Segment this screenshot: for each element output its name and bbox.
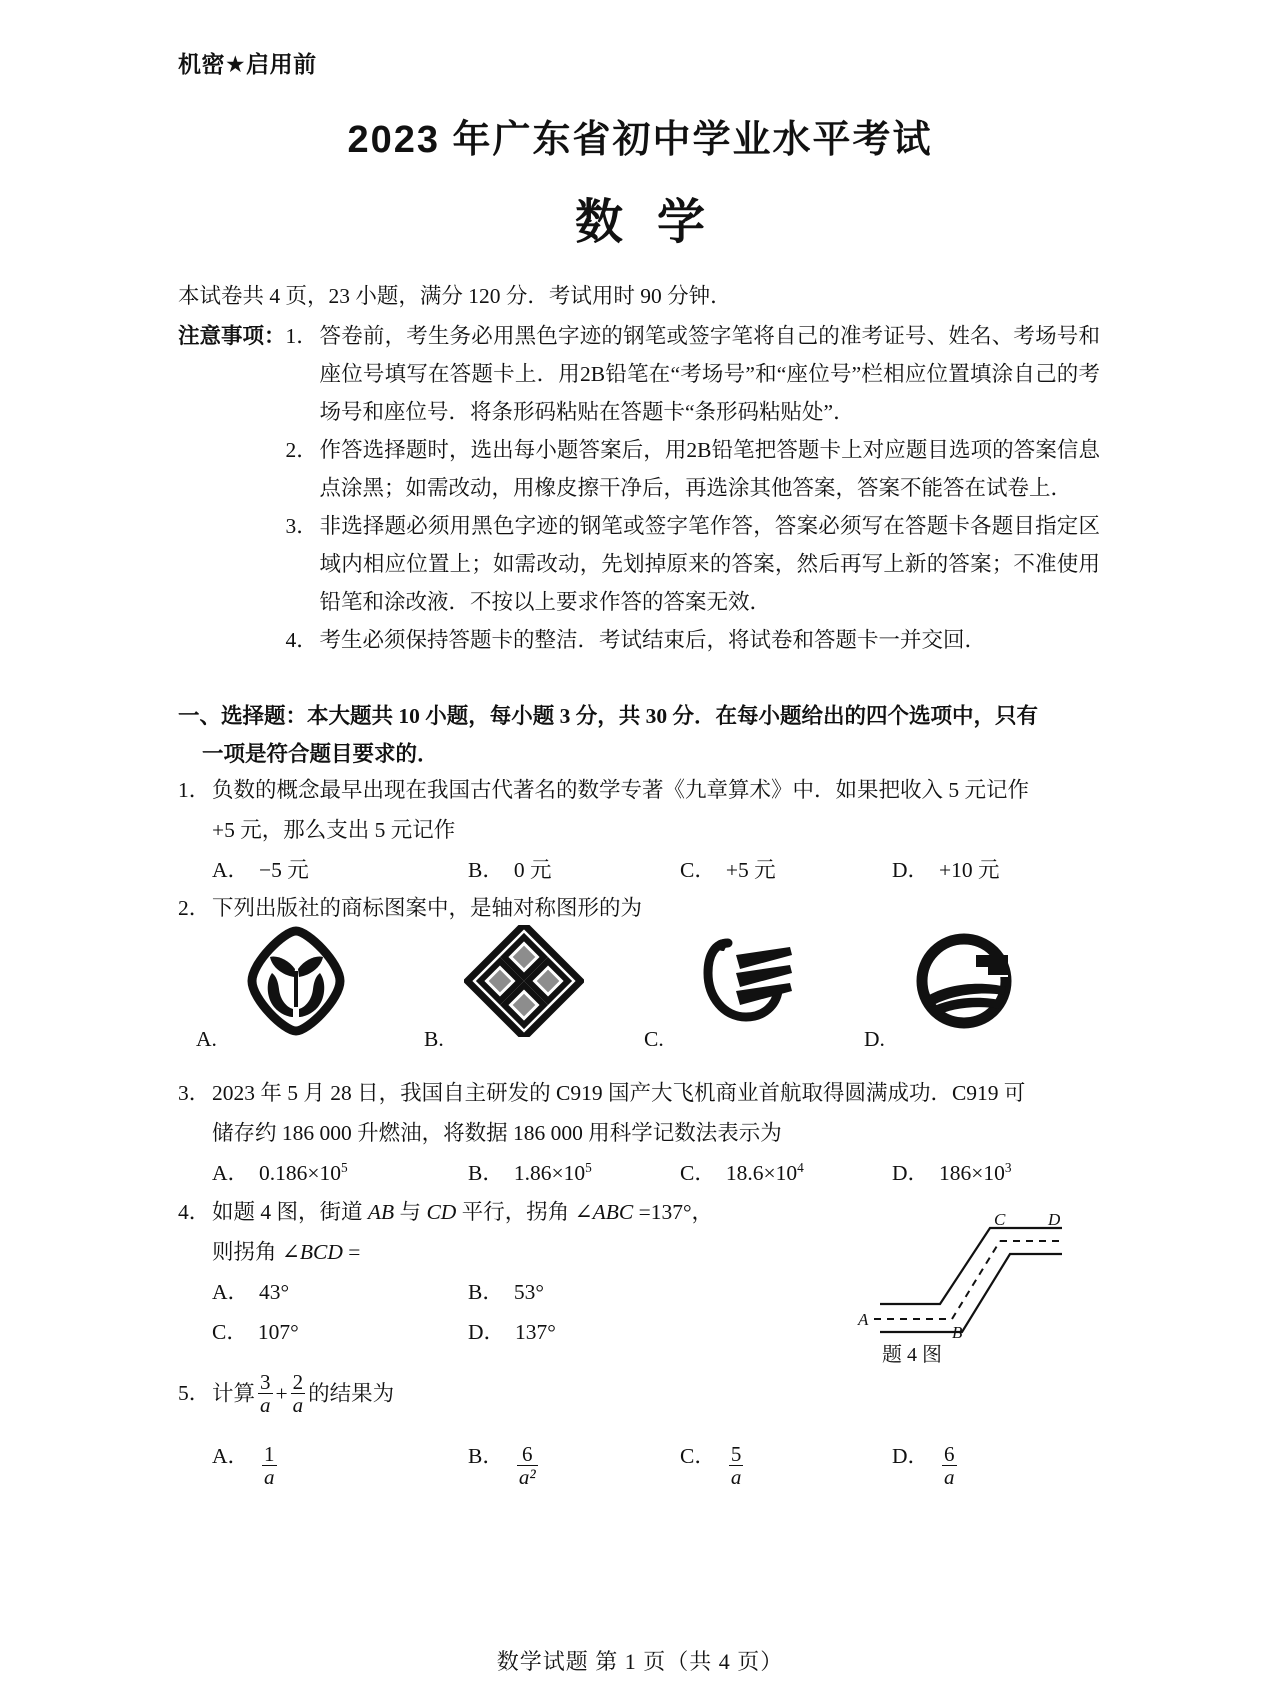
street-angle-diagram [762, 1192, 1062, 1342]
option-c-key: C． [680, 1444, 716, 1469]
note-number: 2． [285, 438, 318, 462]
question-1 [178, 770, 1100, 890]
option-c-key: C． [212, 1320, 248, 1344]
question-2-number: 2． [178, 896, 211, 920]
confidential-notice: 机密★启用前 [178, 51, 317, 77]
question-2-stem [178, 888, 1100, 928]
notes-section [178, 317, 1100, 659]
note-number: 3． [285, 514, 318, 538]
question-5-number: 5． [178, 1381, 211, 1405]
option-d-value: +10 元 [939, 858, 1000, 882]
paper-summary: 本试卷共 4 页，23 小题，满分 120 分．考试用时 90 分钟． [178, 284, 732, 308]
question-1-options [178, 850, 1100, 890]
note-item [286, 431, 1100, 507]
question-1-stem [178, 770, 1100, 810]
option-a-value: $0.186\times 10^5$ [259, 1159, 348, 1185]
notes-list [286, 317, 1100, 659]
nested-diamonds-icon [464, 925, 584, 1037]
question-4-text-line2: 则拐角 ∠BCD = [212, 1240, 361, 1264]
option-b-value: $1.86\times 10^5$ [513, 1159, 592, 1185]
option-c-key: C． [680, 858, 716, 882]
note-text: 答卷前，考生务必用黑色字迹的钢笔或签字笔将自己的准考证号、姓名、考场号和座位号填写在答题卡上．用2B铅笔在“考场号”和“座位号”栏相应位置填涂自己的考场号和座位号．将条形码粘贴在答题卡“条形码粘贴处”． [319, 324, 1100, 424]
question-3-number: 3． [178, 1081, 211, 1105]
option-d[interactable] [846, 925, 1061, 1050]
question-2-text: 下列出版社的商标图案中，是轴对称图形的为 [212, 896, 643, 920]
option-b-key: B． [468, 1280, 504, 1304]
option-a[interactable] [212, 850, 468, 890]
option-d-key: D． [892, 1444, 930, 1469]
section-heading-line1: 一、选择题：本大题共 10 小题，每小题 3 分，共 30 分．在每小题给出的四个选项中，只有 [178, 704, 1039, 728]
option-b-key: B． [468, 1161, 504, 1185]
fraction-2-over-a: $\frac{2}{a}$ [292, 1370, 304, 1418]
option-b[interactable] [406, 925, 621, 1050]
option-a[interactable] [178, 925, 393, 1050]
figure-label-d: D [1048, 1210, 1061, 1229]
option-c-key: C． [680, 1161, 716, 1185]
question-2-options [178, 925, 1100, 1050]
section-heading-line2: 一项是符合题目要求的． [202, 742, 439, 766]
option-a-value: 43° [259, 1280, 290, 1304]
question-4-text-line1: 如题 4 图，街道 AB 与 CD 平行，拐角 ∠ABC =137°， [212, 1200, 714, 1224]
option-c[interactable] [626, 925, 841, 1050]
option-d[interactable] [892, 850, 1000, 890]
note-text: 非选择题必须用黑色字迹的钢笔或签字笔作答，答案必须写在答题卡各题目指定区域内相应位置上；如需改动，先划掉原来的答案，然后再写上新的答案；不准使用铅笔和涂改液．不按以上要求作答的答案无效． [319, 514, 1100, 614]
figure-label-c: C [994, 1210, 1006, 1229]
option-a-value: −5 元 [259, 858, 309, 882]
option-b-key: B． [468, 1444, 504, 1469]
option-d[interactable] [892, 1436, 960, 1490]
question-5-stem [178, 1370, 1100, 1418]
question-1-text-line1: 负数的概念最早出现在我国古代著名的数学专著《九章算术》中．如果把收入 5 元记作 [212, 778, 1030, 802]
question-5-options [178, 1436, 1100, 1490]
option-b-fraction: $\frac{6}{\text{a²}}$ [518, 1442, 536, 1490]
option-a[interactable] [212, 1153, 468, 1193]
option-b[interactable] [468, 1272, 724, 1312]
page-title: 2023 年广东省初中学业水平考试 [347, 119, 933, 161]
figure-label-a: A [858, 1310, 869, 1329]
figure-caption: 题 4 图 [882, 1344, 942, 1366]
note-text: 考生必须保持答题卡的整洁．考试结束后，将试卷和答题卡一并交回． [319, 628, 987, 652]
question-3-stem [178, 1073, 1100, 1113]
section-heading [178, 697, 1100, 773]
option-b[interactable] [468, 1153, 680, 1193]
question-4-number: 4． [178, 1200, 211, 1224]
option-c-value: $18.6\times 10^4$ [725, 1159, 804, 1185]
question-2 [178, 888, 1100, 928]
question-3-text-line1: 2023 年 5 月 28 日，我国自主研发的 C919 国产大飞机商业首航取得圆满成功．C919 可 [212, 1081, 1026, 1105]
option-a-fraction: $\frac{1}{a}$ [264, 1442, 275, 1490]
option-a-key: A． [212, 1444, 250, 1469]
note-number: 4． [285, 628, 318, 652]
option-d-key: D. [864, 1027, 885, 1051]
option-a[interactable] [212, 1436, 468, 1490]
option-a[interactable] [212, 1272, 468, 1312]
figure-label-b: B [952, 1323, 963, 1342]
question-3-text-line2: 储存约 186 000 升燃油，将数据 186 000 用科学记数法表示为 [212, 1121, 782, 1145]
notes-label: 注意事项： [178, 324, 286, 348]
swan-book-icon [684, 925, 804, 1037]
question-1-text-line2: +5 元，那么支出 5 元记作 [212, 818, 456, 842]
option-d[interactable] [468, 1312, 724, 1352]
option-a-key: A． [212, 1280, 250, 1304]
instructions-block [178, 277, 1100, 659]
option-c-value: +5 元 [725, 858, 776, 882]
note-item [286, 621, 1100, 659]
option-d-value: $186\times 10^3$ [939, 1159, 1012, 1185]
option-d-key: D． [468, 1320, 506, 1344]
option-c-value: 107° [257, 1320, 299, 1344]
option-b[interactable] [468, 1436, 680, 1490]
option-b[interactable] [468, 850, 680, 890]
question-3-options [178, 1153, 1100, 1193]
option-c[interactable] [680, 1153, 892, 1193]
option-b-key: B. [424, 1027, 444, 1051]
option-d-key: D． [892, 858, 930, 882]
option-d-key: D． [892, 1161, 930, 1185]
option-d[interactable] [892, 1153, 1012, 1193]
option-a-key: A． [212, 858, 250, 882]
option-c[interactable] [680, 850, 892, 890]
option-b-key: B． [468, 858, 504, 882]
option-b-value: 53° [513, 1280, 544, 1304]
hands-sprout-diamond-icon [236, 925, 356, 1037]
option-d-fraction: $\frac{6}{a}$ [944, 1442, 955, 1490]
question-3 [178, 1073, 1100, 1193]
note-number: 1． [285, 324, 318, 348]
option-c-fraction: $\frac{5}{a}$ [730, 1442, 742, 1490]
question-5-text: 计算 $\frac{3}{a}$ + $\frac{2}{a}$ 的结果为 [212, 1370, 395, 1418]
option-a-key: A. [196, 1027, 217, 1051]
question-1-number: 1． [178, 778, 211, 802]
question-4-figure [762, 1192, 1062, 1367]
option-c[interactable] [212, 1312, 468, 1352]
note-item [286, 317, 1100, 431]
fraction-3-over-a: $\frac{3}{a}$ [260, 1370, 271, 1418]
subject-title: 数学 [574, 196, 739, 249]
option-c[interactable] [680, 1436, 892, 1490]
option-a-key: A． [212, 1161, 250, 1185]
question-5 [178, 1370, 1100, 1490]
page-footer: 数学试题 第 1 页（共 4 页） [496, 1649, 784, 1674]
circle-g-icon [904, 925, 1024, 1037]
note-text: 作答选择题时，选出每小题答案后，用2B铅笔把答题卡上对应题目选项的答案信息点涂黑；如需改动，用橡皮擦干净后，再选涂其他答案，答案不能答在试卷上． [319, 438, 1100, 500]
note-item [286, 507, 1100, 621]
option-c-key: C. [644, 1027, 664, 1051]
option-b-value: 0 元 [513, 858, 552, 882]
option-d-value: 137° [515, 1320, 556, 1344]
